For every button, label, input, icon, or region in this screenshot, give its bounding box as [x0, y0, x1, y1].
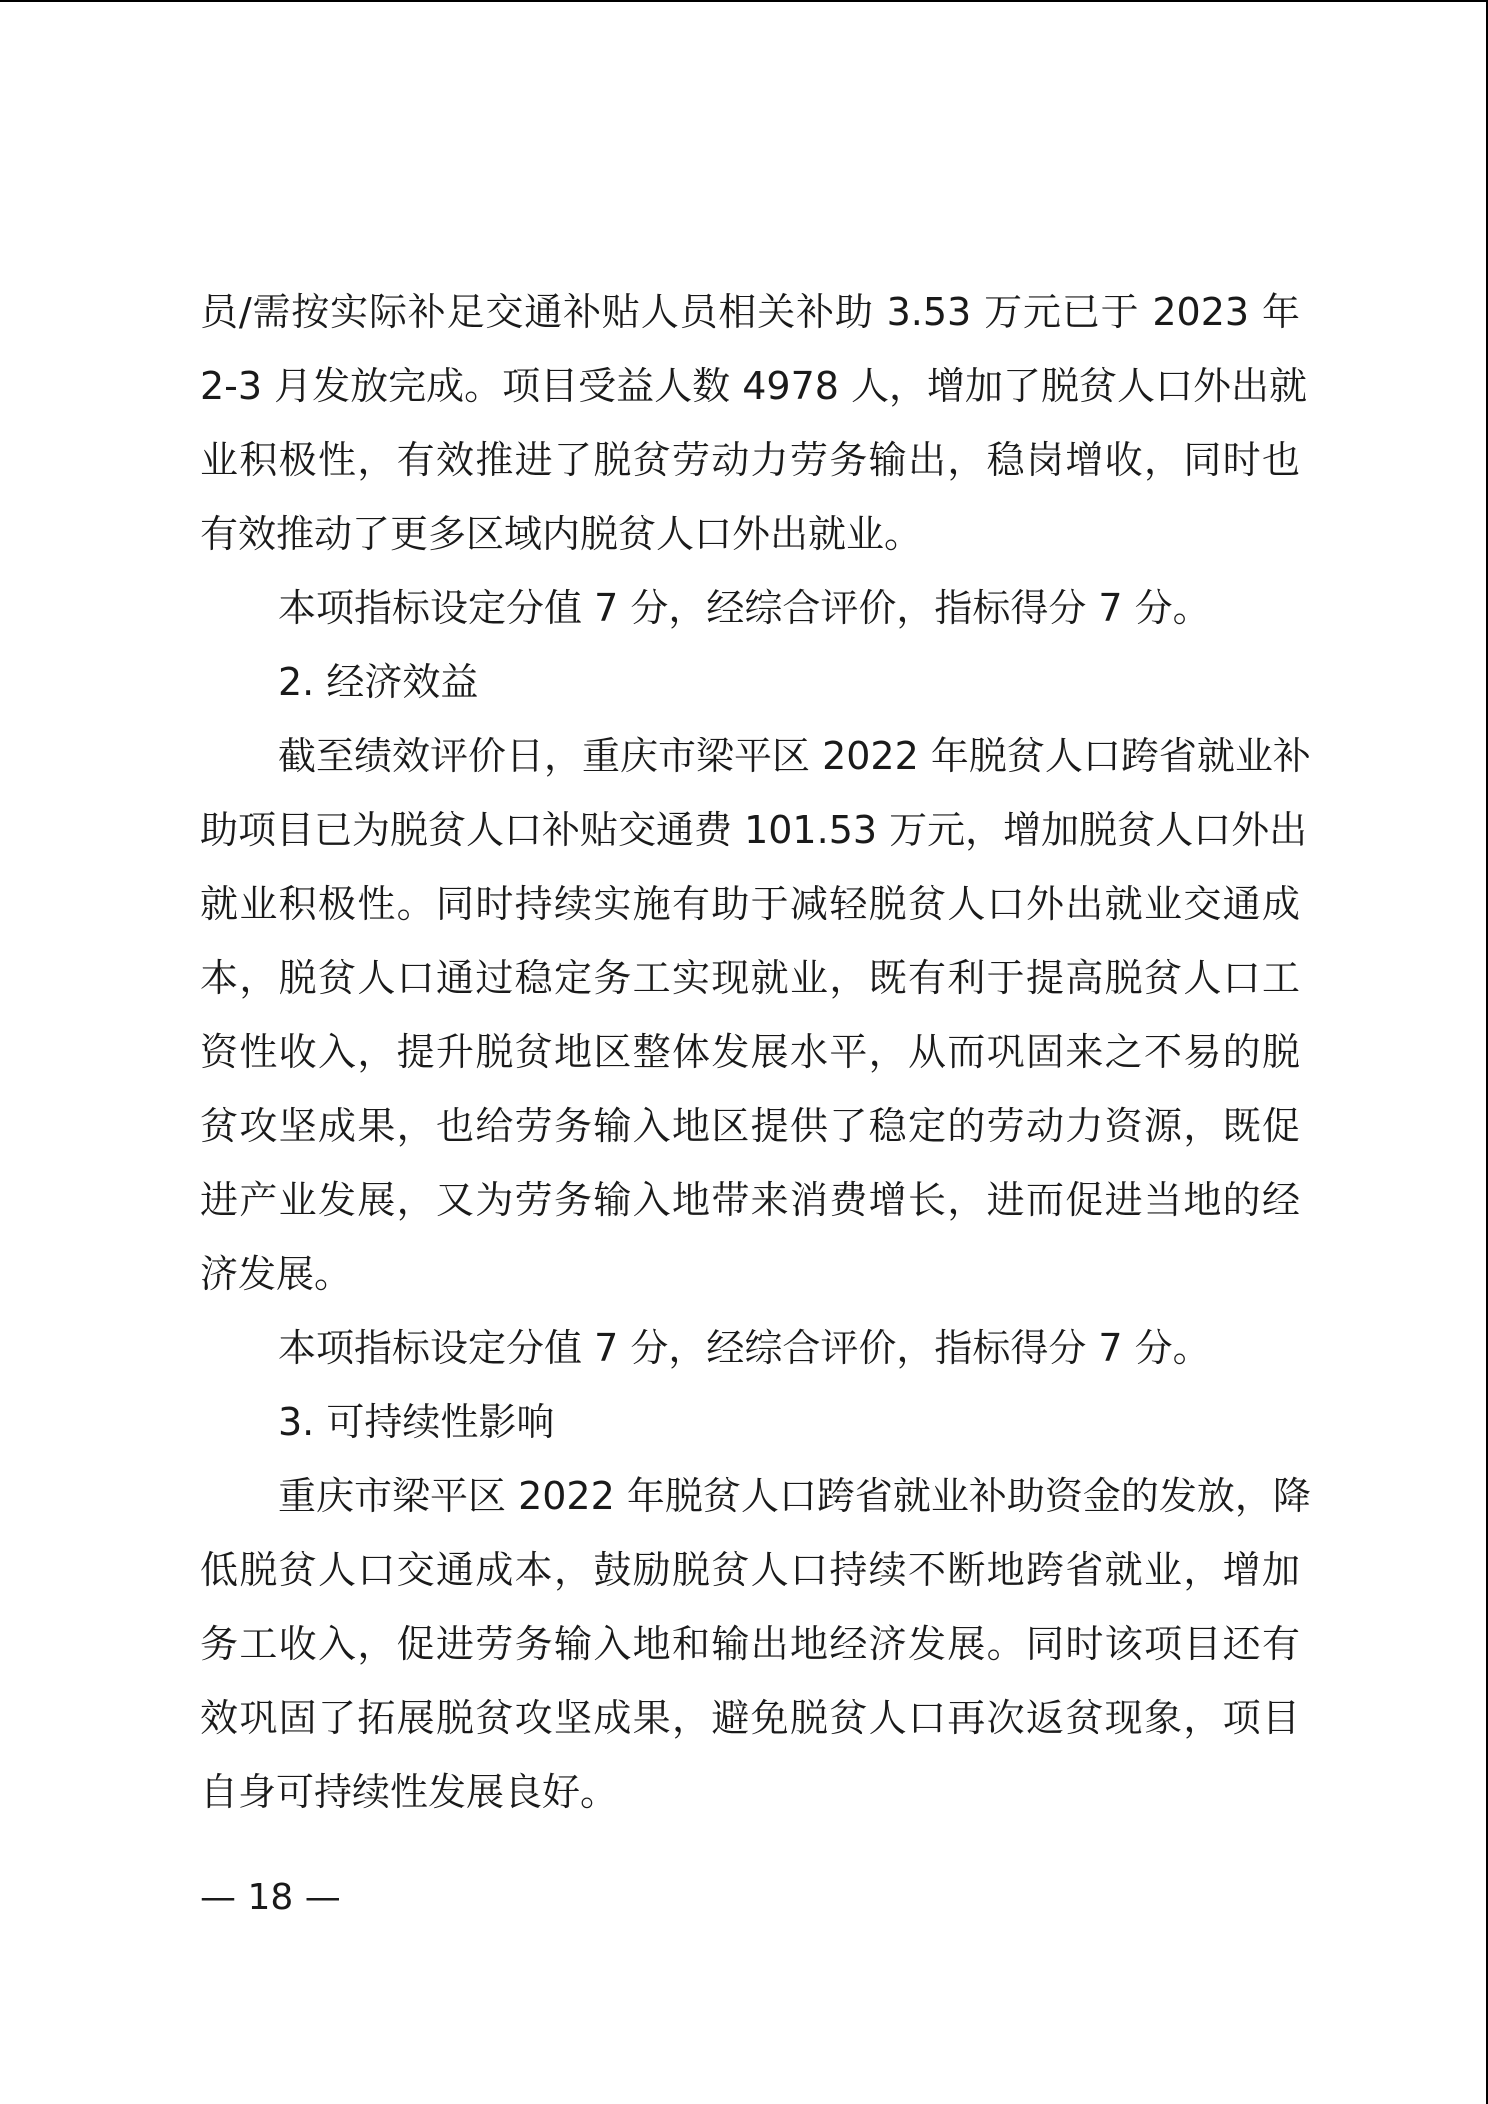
body-line: 重庆市梁平区 2022 年脱贫人口跨省就业补助资金的发放，降: [278, 1474, 1311, 1518]
body-line: 贫攻坚成果，也给劳务输入地区提供了稳定的劳动力资源，既促: [200, 1104, 1300, 1148]
body-line: 助项目已为脱贫人口补贴交通费 101.53 万元，增加脱贫人口外出: [200, 808, 1308, 852]
page-number: — 18 —: [200, 1877, 341, 1918]
body-line: 济发展。: [200, 1252, 353, 1296]
body-line: 截至绩效评价日，重庆市梁平区 2022 年脱贫人口跨省就业补: [278, 734, 1311, 778]
body-line: 务工收入，促进劳务输入地和输出地经济发展。同时该项目还有: [200, 1622, 1300, 1666]
body-line: 资性收入，提升脱贫地区整体发展水平，从而巩固来之不易的脱: [200, 1030, 1300, 1074]
body-line: 进产业发展，又为劳务输入地带来消费增长，进而促进当地的经: [200, 1178, 1300, 1222]
section-heading-sustainability: 3. 可持续性影响: [278, 1400, 555, 1444]
body-line: 就业积极性。同时持续实施有助于减轻脱贫人口外出就业交通成: [200, 882, 1300, 926]
body-line: 自身可持续性发展良好。: [200, 1770, 619, 1814]
body-line: 有效推动了更多区域内脱贫人口外出就业。: [200, 512, 923, 556]
section-heading-economic-benefit: 2. 经济效益: [278, 660, 479, 704]
body-line: 业积极性，有效推进了脱贫劳动力劳务输出，稳岗增收，同时也: [200, 438, 1300, 482]
body-line: 员/需按实际补足交通补贴人员相关补助 3.53 万元已于 2023 年: [200, 290, 1300, 334]
body-line: 本，脱贫人口通过稳定务工实现就业，既有利于提高脱贫人口工: [200, 956, 1300, 1000]
page-top-border: [0, 0, 1488, 2]
document-body: [200, 275, 1311, 1829]
body-line: 低脱贫人口交通成本，鼓励脱贫人口持续不断地跨省就业，增加: [200, 1548, 1300, 1592]
body-line: 效巩固了拓展脱贫攻坚成果，避免脱贫人口再次返贫现象，项目: [200, 1696, 1300, 1740]
score-statement: 本项指标设定分值 7 分，经综合评价，指标得分 7 分。: [278, 1326, 1211, 1370]
score-statement: 本项指标设定分值 7 分，经综合评价，指标得分 7 分。: [278, 586, 1211, 630]
body-line: 2-3 月发放完成。项目受益人数 4978 人，增加了脱贫人口外出就: [200, 364, 1308, 408]
